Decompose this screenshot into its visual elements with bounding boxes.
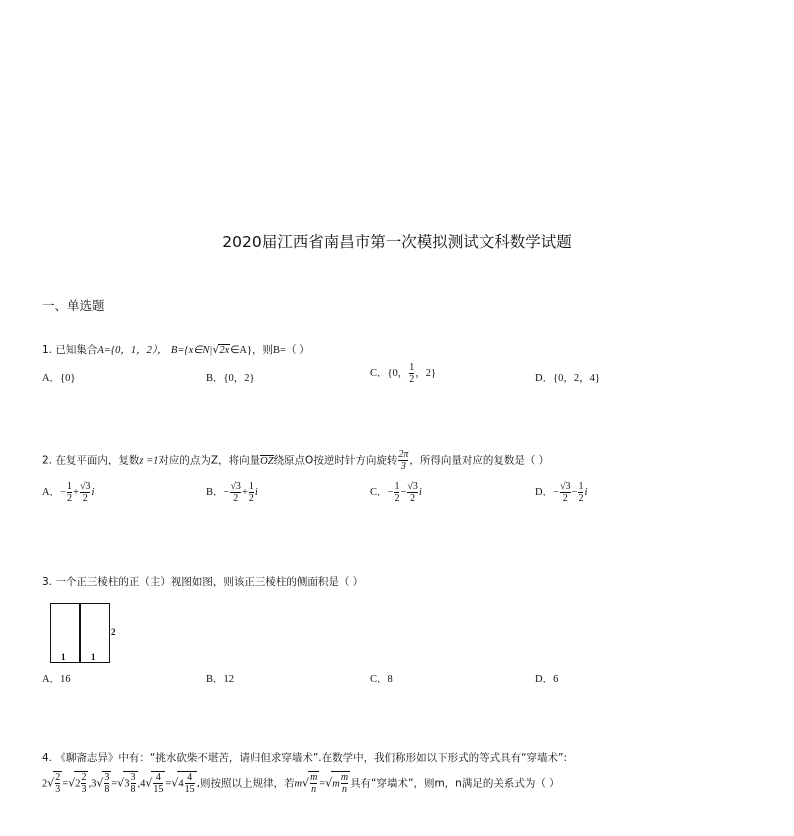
sign: − xyxy=(571,486,578,498)
equals: = xyxy=(62,778,69,790)
option-label: C． xyxy=(370,486,388,498)
frac-num: 1 xyxy=(67,481,73,492)
radical xyxy=(308,771,319,795)
whole: 2 xyxy=(75,778,81,790)
sqrt-icon: √ xyxy=(325,776,333,790)
q1-option-a[interactable]: A．{0} xyxy=(42,373,76,384)
question-text: ,则按照以上规律，若 xyxy=(196,777,295,790)
radicand: 2x xyxy=(219,345,230,356)
frac-den: 15 xyxy=(184,784,195,795)
question-4 xyxy=(42,750,567,765)
vector-oz: OZ xyxy=(260,455,274,467)
fraction xyxy=(310,772,317,795)
frac-num: 1 xyxy=(409,362,415,373)
q3-option-b[interactable]: B．12 xyxy=(206,674,235,685)
option-label: D． xyxy=(535,486,554,498)
sqrt-icon: √ xyxy=(47,776,55,790)
frac-num: 4 xyxy=(155,772,161,783)
angle-fraction xyxy=(398,449,408,472)
fraction xyxy=(131,772,136,795)
frac-den: 3 xyxy=(81,784,87,795)
question-number: 4. xyxy=(42,752,53,764)
q3-option-a[interactable]: A．16 xyxy=(42,674,71,685)
frac-den: 8 xyxy=(104,784,110,795)
option-tail: ，2} xyxy=(415,367,437,379)
radical xyxy=(74,771,88,795)
frac-num: √3 xyxy=(230,481,241,492)
set-b-prefix: B={x∈N| xyxy=(170,345,213,356)
equals: = xyxy=(111,778,118,790)
frac-den: 2 xyxy=(560,492,571,504)
sign: + xyxy=(73,486,79,498)
frac-num: 1 xyxy=(578,481,584,492)
sign: − xyxy=(400,486,407,498)
question-2 xyxy=(42,449,549,472)
figure-label-right: 1 xyxy=(91,652,96,662)
frac-num: 2 xyxy=(55,772,61,783)
whole: m xyxy=(332,778,340,790)
radical xyxy=(53,771,62,795)
section-heading: 一、单选题 xyxy=(42,298,105,313)
frac-den: 3 xyxy=(55,784,61,795)
frac-num: 3 xyxy=(104,772,110,783)
sign: − xyxy=(223,486,230,498)
sign: + xyxy=(241,486,248,498)
question-3 xyxy=(42,574,363,589)
front-view-figure xyxy=(50,603,110,663)
frac-den: 2 xyxy=(407,492,418,504)
question-text: 具有“穿墙术”，则m，n满足的关系式为（ ） xyxy=(350,777,560,790)
radical xyxy=(331,771,350,795)
question-number: 1. xyxy=(42,344,53,356)
frac-num: 3 xyxy=(130,772,136,783)
sqrt-icon: √ xyxy=(302,776,310,790)
frac-den: 2 xyxy=(80,492,91,504)
figure-label-left: 1 xyxy=(61,652,66,662)
question-text: ，所得向量对应的复数是（ ） xyxy=(409,454,550,467)
frac-den: 2 xyxy=(248,493,254,504)
equals: = xyxy=(319,778,326,790)
question-4-formula-line: 2√ $\frac{2}{3}$ =√2 $\frac{2}{3}$ ,3√ $\frac{3}{8}$ =√3 $\frac{3}{8}$ ,4√ $\frac{4}{15}$ =√4 $\frac{4}{15}$ ,则按照以上规律，若m√ $\frac{m}{n}$ =√m $\frac{m}{n}$ 具有“穿墙术”，则m，n满足的关系式为（ ） xyxy=(42,772,560,795)
frac-num: √3 xyxy=(560,481,571,492)
q2-option-a[interactable] xyxy=(42,481,94,504)
imaginary-unit: i xyxy=(254,486,258,498)
frac-num: √3 xyxy=(407,481,418,492)
frac-num: 1 xyxy=(394,481,400,492)
whole: 4 xyxy=(178,778,184,790)
radical xyxy=(177,771,196,795)
q3-option-d[interactable]: D．6 xyxy=(535,674,559,685)
question-text: 一个正三棱柱的正（主）视图如图，则该正三棱柱的侧面积是（ ） xyxy=(55,576,364,588)
frac-den: 2 xyxy=(578,493,584,504)
frac-den: 2 xyxy=(394,493,400,504)
frac-den: n xyxy=(341,784,347,795)
question-1 xyxy=(42,342,310,357)
sign: − xyxy=(553,486,560,498)
frac-num: 2π xyxy=(398,449,409,460)
fraction xyxy=(409,362,414,385)
z-equation: z =1 xyxy=(139,455,159,467)
fraction xyxy=(153,772,163,795)
q1-option-c[interactable] xyxy=(370,362,436,385)
figure-divider xyxy=(79,604,81,662)
q2-option-c[interactable] xyxy=(370,481,422,504)
fraction xyxy=(104,772,109,795)
sqrt-icon: √ xyxy=(212,343,220,356)
coef: 2 xyxy=(42,778,48,790)
sign: − xyxy=(60,486,67,498)
frac-den: 2 xyxy=(67,493,73,504)
frac-den: 3 xyxy=(398,460,408,472)
imaginary-unit: i xyxy=(418,486,422,498)
option-label: C．{0， xyxy=(370,367,409,379)
imaginary-unit: i xyxy=(584,486,588,498)
sqrt-icon: √ xyxy=(171,776,179,790)
figure-label-height: 2 xyxy=(111,627,116,637)
fraction xyxy=(55,772,60,795)
question-text: 已知集合 xyxy=(55,344,98,356)
page-title: 2020届江西省南昌市第一次模拟测试文科数学试题 xyxy=(222,233,572,251)
fraction xyxy=(341,772,348,795)
question-number: 2. xyxy=(42,454,53,467)
coef: 3 xyxy=(91,778,97,790)
fraction xyxy=(185,772,195,795)
option-label: A． xyxy=(42,486,61,498)
question-number: 3. xyxy=(42,576,53,588)
set-a: A={0，1，2）， xyxy=(97,345,168,356)
q2-option-d[interactable] xyxy=(535,481,587,504)
fraction xyxy=(578,481,583,504)
option-label: B． xyxy=(206,486,224,498)
fraction xyxy=(407,481,418,504)
set-b-suffix: ∈A}，则B=（ ） xyxy=(230,345,310,356)
frac-den: 2 xyxy=(230,492,241,504)
radical xyxy=(102,771,111,795)
imaginary-unit: i xyxy=(91,486,95,498)
coef: 4 xyxy=(140,778,146,790)
sqrt-icon: √ xyxy=(117,776,125,790)
radical xyxy=(151,771,165,795)
sign: − xyxy=(387,486,394,498)
frac-num: 2 xyxy=(81,772,87,783)
whole: 3 xyxy=(124,778,130,790)
equals: = xyxy=(165,778,172,790)
q1-option-d[interactable]: D．{0，2，4} xyxy=(535,373,600,384)
frac-num: 1 xyxy=(248,481,254,492)
coef: m xyxy=(294,778,303,790)
frac-num: m xyxy=(340,772,349,783)
question-text: 《聊斋志异》中有：“挑水砍柴不堪苦，请归但求穿墙术”.在数学中，我们称形如以下形式的等式具有“穿墙术”: xyxy=(55,752,568,764)
q3-option-c[interactable]: C．8 xyxy=(370,674,393,685)
frac-num: 4 xyxy=(187,772,193,783)
frac-den: 8 xyxy=(130,784,136,795)
frac-den: 15 xyxy=(153,784,164,795)
question-text: 在复平面内，复数 xyxy=(55,454,140,467)
fraction xyxy=(67,481,72,504)
frac-num: m xyxy=(310,772,318,783)
sqrt-icon: √ xyxy=(96,776,104,790)
fraction xyxy=(230,481,241,504)
q2-option-b[interactable] xyxy=(206,481,258,504)
frac-den: n xyxy=(311,784,317,795)
sqrt-icon: √ xyxy=(145,776,153,790)
fraction xyxy=(81,772,86,795)
fraction xyxy=(560,481,571,504)
fraction xyxy=(80,481,91,504)
radical xyxy=(123,771,137,795)
fraction xyxy=(249,481,254,504)
sqrt-icon: √ xyxy=(68,776,76,790)
question-text: 对应的点为Z，将向量 xyxy=(158,454,261,467)
q1-option-b[interactable]: B．{0，2} xyxy=(206,373,255,384)
fraction xyxy=(394,481,399,504)
frac-num: √3 xyxy=(79,481,91,492)
frac-den: 2 xyxy=(409,374,415,385)
question-text: 绕原点O按逆时针方向旋转 xyxy=(273,454,398,467)
